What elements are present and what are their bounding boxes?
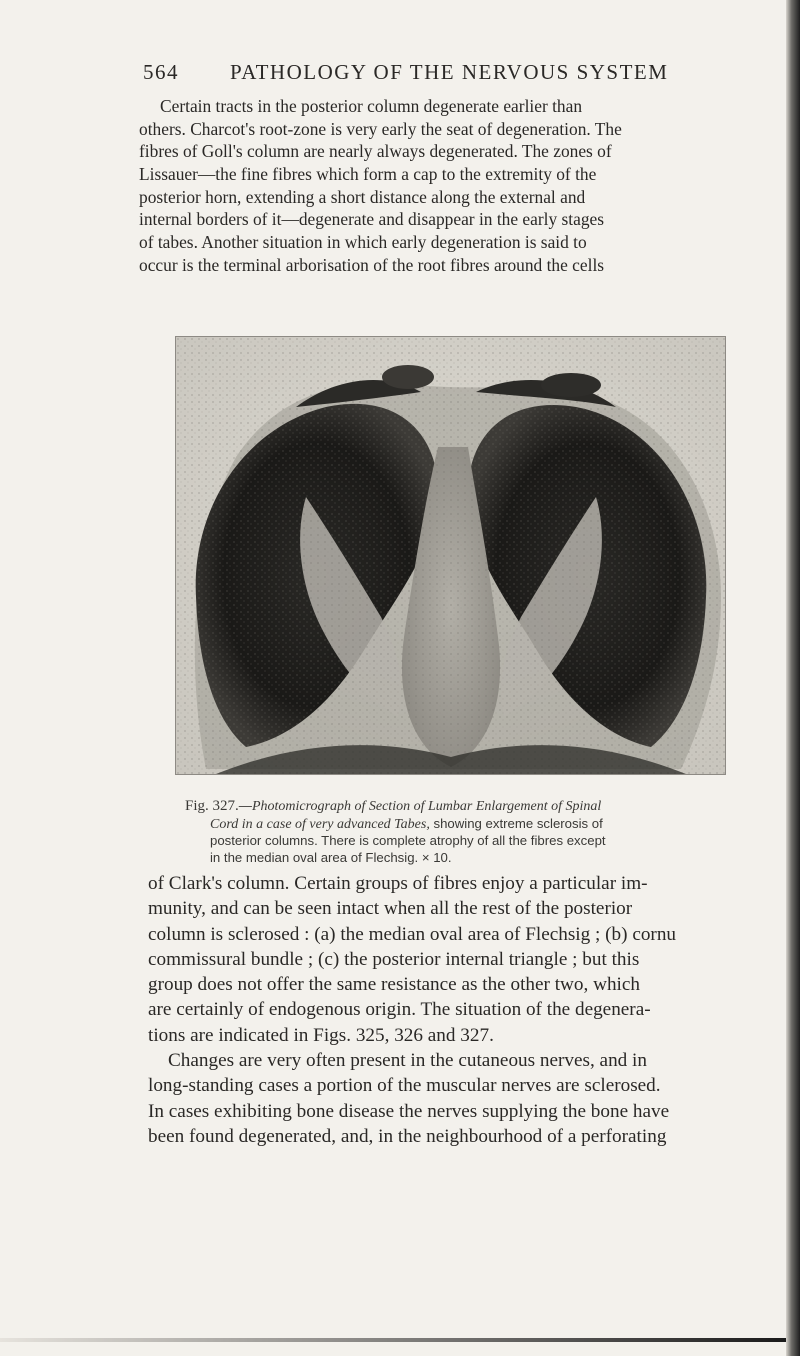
paragraph-top xyxy=(139,95,767,277)
text-line: Certain tracts in the posterior column degenerate earlier than xyxy=(160,96,583,116)
text-line: internal borders of it—degenerate and disappear in the early stages xyxy=(139,209,605,230)
text-line: column is sclerosed : (a) the median oval area of Flechsig ; (b) cornu xyxy=(148,923,677,945)
figure-caption: Fig. 327.—Photomicrograph of Section of Lumbar Enlargement of Spinal Cord in a case of very advanced Tabes, showing extreme sclerosis of posterior columns. There is complete atrophy of all the fibres except in the median oval area of Flechsig. × 10. xyxy=(185,798,745,866)
running-title: PATHOLOGY OF THE NERVOUS SYSTEM xyxy=(230,60,669,84)
text-line: In cases exhibiting bone disease the nerves supplying the bone have xyxy=(148,1100,670,1122)
bottom-edge-shadow xyxy=(0,1338,786,1342)
text-line: others. Charcot's root-zone is very early the seat of degeneration. The xyxy=(139,118,622,139)
text-line: been found degenerated, and, in the neighbourhood of a perforating xyxy=(148,1125,667,1147)
text-line: fibres of Goll's column are nearly always degenerated. The zones of xyxy=(139,141,612,162)
text-line: long-standing cases a portion of the muscular nerves are sclerosed. xyxy=(148,1075,661,1097)
text-line: munity, and can be seen intact when all the rest of the posterior xyxy=(148,898,633,920)
text-line: Changes are very often present in the cutaneous nerves, and in xyxy=(168,1050,647,1072)
text-line: group does not offer the same resistance as the other two, which xyxy=(148,974,640,996)
text-line: commissural bundle ; (c) the posterior internal triangle ; but this xyxy=(148,948,640,970)
page-edge-shadow xyxy=(786,0,800,1356)
text-line: tions are indicated in Figs. 325, 326 and 327. xyxy=(148,1024,494,1046)
photomicrograph-figure xyxy=(175,336,726,775)
text-line: Lissauer—the fine fibres which form a cap to the extremity of the xyxy=(139,164,597,185)
text-line: are certainly of endogenous origin. The situation of the degenera- xyxy=(148,999,651,1021)
page-number: 564 xyxy=(143,60,179,84)
caption-title: Photomicrograph of Section of Lumbar Enlargement of Spinal xyxy=(251,799,602,814)
text-line: posterior horn, extending a short distance along the external and xyxy=(139,186,586,207)
caption-label: Fig. 327. xyxy=(185,798,239,814)
caption-text: in the median oval area of Flechsig. × 10. xyxy=(210,849,452,865)
running-head xyxy=(143,60,783,90)
text-line: occur is the terminal arborisation of the root fibres around the cells xyxy=(139,254,605,275)
text-line: of Clark's column. Certain groups of fibres enjoy a particular im- xyxy=(148,873,648,894)
spinal-cord-section-image xyxy=(176,337,725,774)
text-line: of tabes. Another situation in which early degeneration is said to xyxy=(139,232,587,253)
caption-text: posterior columns. There is complete atrophy of all the fibres except xyxy=(210,833,606,848)
caption-text: showing extreme sclerosis of xyxy=(429,815,603,831)
paragraph-bottom xyxy=(148,871,763,1149)
caption-title-cont: Cord in a case of very advanced Tabes, xyxy=(210,816,430,832)
